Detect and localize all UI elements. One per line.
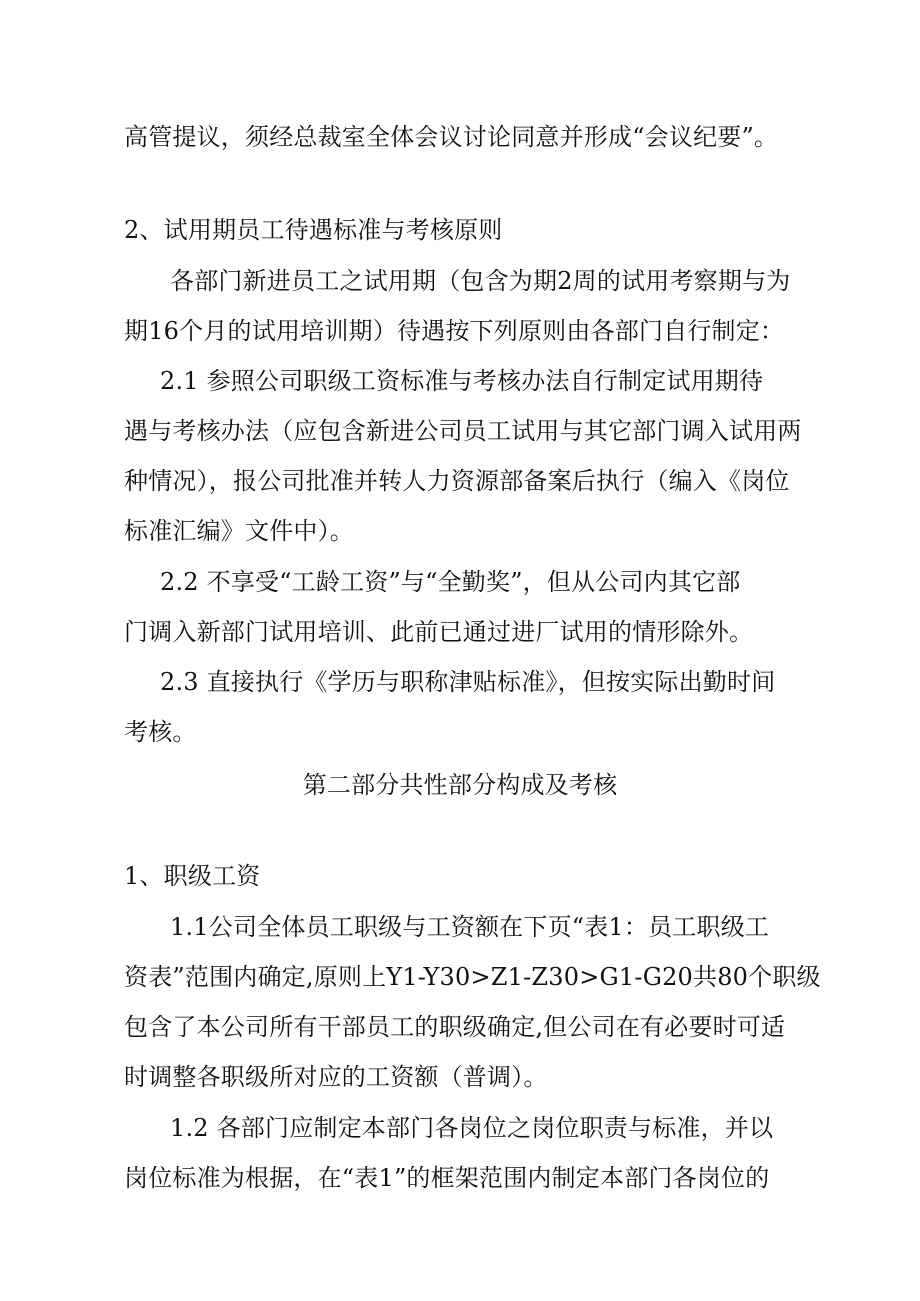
clause-line: 1.2 各部门应制定本部门各岗位之岗位职责与标准，并以 xyxy=(170,1114,774,1142)
paragraph-line: 包含了本公司所有干部员工的职级确定,但公司在有必要时可适 xyxy=(124,1013,786,1041)
paragraph-line: 考核。 xyxy=(124,718,197,746)
clause-line: 2.1 参照公司职级工资标准与考核办法自行制定试用期待 xyxy=(160,367,764,395)
part-title: 第二部分共性部分构成及考核 xyxy=(302,771,618,799)
paragraph-line: 时调整各职级所对应的工资额（普调）。 xyxy=(124,1063,548,1091)
paragraph-line: 岗位标准为根据，在“表1”的框架范围内制定本部门各岗位的 xyxy=(124,1164,770,1192)
section-heading: 2、试用期员工待遇标准与考核原则 xyxy=(124,216,503,244)
paragraph-line: 高管提议，须经总裁室全体会议讨论同意并形成“会议纪要”。 xyxy=(124,123,779,151)
section-heading: 1、职级工资 xyxy=(124,862,261,890)
paragraph-line: 标准汇编》文件中）。 xyxy=(124,517,354,545)
paragraph-line: 种情况），报公司批准并转人力资源部备案后执行（编入《岗位 xyxy=(124,467,790,495)
clause-line: 1.1公司全体员工职级与工资额在下页“表1：员工职级工 xyxy=(170,913,770,941)
paragraph-line: 门调入新部门试用培训、此前已通过进厂试用的情形除外。 xyxy=(124,618,754,646)
clause-line: 2.3 直接执行《学历与职称津贴标准》，但按实际出勤时间 xyxy=(160,668,776,696)
paragraph-line: 期16个月的试用培训期）待遇按下列原则由各部门自行制定： xyxy=(124,317,785,345)
paragraph-line: 各部门新进员工之试用期（包含为期2周的试用考察期与为 xyxy=(170,267,791,295)
clause-line: 2.2 不享受“工龄工资”与“全勤奖”，但从公司内其它部 xyxy=(160,568,741,596)
paragraph-line: 遇与考核办法（应包含新进公司员工试用与其它部门调入试用两 xyxy=(124,417,802,445)
paragraph-line: 资表”范围内确定,原则上Y1-Y30>Z1-Z30>G1-G20共80个职级 xyxy=(124,963,821,991)
